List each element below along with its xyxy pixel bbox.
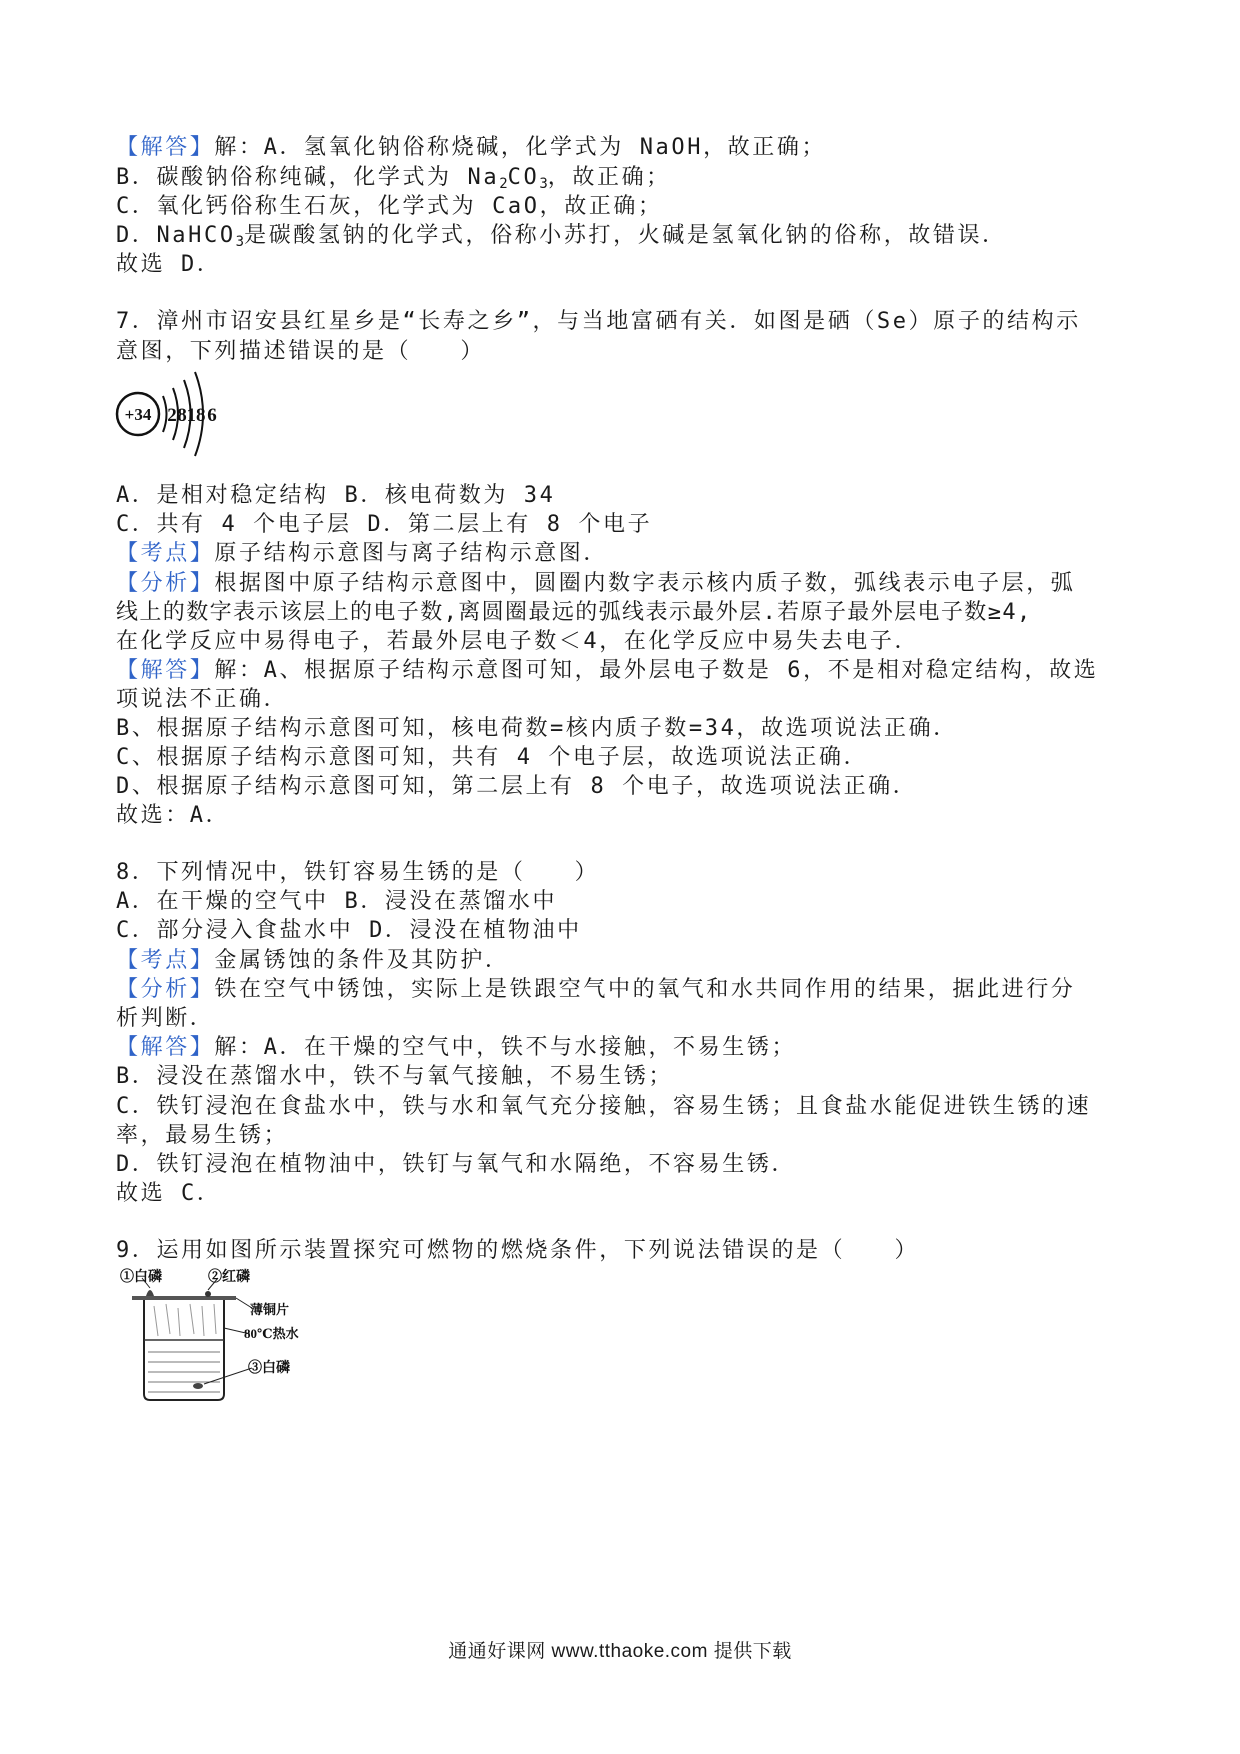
electron-shell-arc: [163, 396, 167, 432]
question-7-stem: 7．漳州市诏安县红星乡是“长寿之乡”，与当地富硒有关．如图是硒（Se）原子的结构示: [116, 309, 1081, 334]
jieda-line: B、根据原子结构示意图可知，核电荷数=核内质子数=34，故选项说法正确．: [116, 716, 958, 741]
jieda-line: C．铁钉浸泡在食盐水中，铁与水和氧气充分接触，容易生锈；且食盐水能促进铁生锈的速: [116, 1094, 1092, 1119]
jieda-line: B．浸没在蒸馏水中，铁不与氧气接触，不易生锈；: [116, 1064, 674, 1089]
label-hot-water: 80℃热水: [244, 1326, 299, 1341]
water-hatching: [148, 1352, 220, 1392]
shell-electrons: 18: [186, 405, 206, 426]
label-red-phosphorus: ②红磷: [208, 1270, 250, 1285]
jieda-line: 【解答】解：A．在干燥的空气中，铁不与水接触，不易生锈；: [116, 1035, 797, 1060]
combustion-apparatus-diagram: [120, 1268, 320, 1404]
kaodian-tag: 【考点】: [116, 948, 215, 973]
question-9-stem: 9．运用如图所示装置探究可燃物的燃烧条件，下列说法错误的是（ ）: [116, 1238, 920, 1263]
copper-plate: [132, 1296, 236, 1300]
answer-line: B．碳酸钠俗称纯碱，化学式为 $Na_2CO_3$，故正确；: [116, 165, 671, 192]
white-phosphorus-in-water: [193, 1383, 203, 1389]
jieda-line: 项说法不正确．: [116, 687, 289, 712]
jieda-tag: 【解答】: [116, 658, 215, 683]
label-white-phosphorus-3: ③白磷: [248, 1361, 290, 1376]
fenxi-tag: 【分析】: [116, 571, 215, 596]
leader-lines: [142, 1278, 252, 1384]
answer-line: C．氧化钙俗称生石灰，化学式为 CaO，故正确；: [116, 194, 663, 219]
kaodian-line: 【考点】金属锈蚀的条件及其防护．: [116, 948, 510, 973]
answer-choice: 故选 D．: [116, 252, 222, 277]
question-7-stem: 意图，下列描述错误的是（ ）: [116, 339, 486, 364]
jieda-line: 【解答】解：A、根据原子结构示意图可知，最外层电子数是 6，不是相对稳定结构，故选: [116, 658, 1099, 683]
shell-electrons: 8: [177, 405, 187, 426]
answer-tag: 【解答】: [116, 135, 215, 160]
jieda-line: 率，最易生锈；: [116, 1123, 289, 1148]
fenxi-line: 在化学反应中易得电子，若最外层电子数＜4，在化学反应中易失去电子．: [116, 629, 920, 654]
fenxi-line: 线上的数字表示该层上的电子数,离圆圈最远的弧线表示最外层.若原子最外层电子数≥4,: [116, 600, 1032, 625]
vapor-texture: [154, 1304, 216, 1336]
fenxi-tag: 【分析】: [116, 977, 215, 1002]
answer-line: D．NaHCO$_3$是碳酸氢钠的化学式，俗称小苏打，火碱是氢氧化钠的俗称，故错误．: [116, 223, 1007, 250]
nucleus-charge: +34: [124, 405, 152, 424]
kaodian-tag: 【考点】: [116, 541, 215, 566]
fenxi-line: 【分析】根据图中原子结构示意图中，圆圈内数字表示核内质子数，弧线表示电子层，弧: [116, 571, 1076, 596]
question-8-options: A．在干燥的空气中 B．浸没在蒸馏水中: [116, 889, 558, 914]
fenxi-line: 析判断．: [116, 1006, 215, 1031]
fenxi-line: 【分析】铁在空气中锈蚀，实际上是铁跟空气中的氧气和水共同作用的结果，据此进行分: [116, 977, 1076, 1002]
selenium-atom-diagram: [112, 368, 222, 464]
white-phosphorus-on-plate: [146, 1290, 154, 1296]
question-8-options: C．部分浸入食盐水中 D．浸没在植物油中: [116, 918, 582, 943]
jieda-tag: 【解答】: [116, 1035, 215, 1060]
jieda-line: D、根据原子结构示意图可知，第二层上有 8 个电子，故选项说法正确．: [116, 774, 918, 799]
kaodian-line: 【考点】原子结构示意图与离子结构示意图．: [116, 541, 609, 566]
answer-choice: 故选 C．: [116, 1181, 222, 1206]
jieda-line: C、根据原子结构示意图可知，共有 4 个电子层，故选项说法正确．: [116, 745, 869, 770]
label-white-phosphorus-1: ①白磷: [120, 1270, 162, 1285]
label-copper-plate: 薄铜片: [250, 1302, 290, 1317]
red-phosphorus: [205, 1291, 211, 1297]
shell-electrons: 2: [167, 405, 177, 426]
question-8-stem: 8．下列情况中，铁钉容易生锈的是（ ）: [116, 860, 600, 885]
answer-line: 【解答】解：A．氢氧化钠俗称烧碱，化学式为 NaOH，故正确；: [116, 135, 827, 160]
answer-choice: 故选：A．: [116, 803, 231, 828]
question-7-options: C．共有 4 个电子层 D．第二层上有 8 个电子: [116, 512, 653, 537]
footer-credit: 通通好课网 www.tthaoke.com 提供下载: [448, 1641, 792, 1662]
shell-electrons: 6: [207, 405, 217, 426]
jieda-line: D．铁钉浸泡在植物油中，铁钉与氧气和水隔绝，不容易生锈．: [116, 1152, 797, 1177]
question-7-options: A．是相对稳定结构 B．核电荷数为 34: [116, 483, 556, 508]
beaker: [144, 1300, 224, 1400]
